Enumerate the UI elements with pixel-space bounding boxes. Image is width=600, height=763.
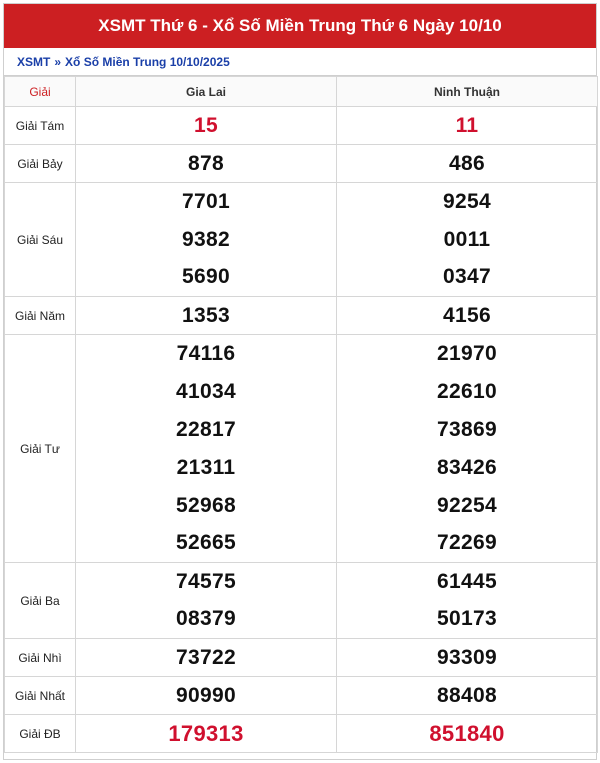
prize-number: 5690 [76,259,337,297]
prize-number: 486 [337,145,598,183]
table-row [5,221,598,259]
table-row [5,563,598,601]
prize-number: 4156 [337,297,598,335]
prize-label: Giải Năm [5,297,76,335]
column-header-province-1: Gia Lai [76,77,337,107]
table-row [5,487,598,525]
page-title-text: XSMT Thứ 6 - Xổ Số Miền Trung Thứ 6 Ngày 10/10 [98,16,502,35]
prize-number: 08379 [76,601,337,639]
table-row [5,183,598,221]
breadcrumb-separator: » [54,54,62,69]
prize-number: 41034 [76,373,337,411]
prize-number: 21311 [76,449,337,487]
prize-label: Giải Nhì [5,639,76,677]
prize-number: 88408 [337,677,598,715]
prize-number: 179313 [76,715,337,753]
prize-number: 52665 [76,525,337,563]
prize-number: 22610 [337,373,598,411]
prize-number: 74575 [76,563,337,601]
prize-label: Giải Bảy [5,145,76,183]
prize-number: 72269 [337,525,598,563]
results-table [4,76,598,753]
table-row [5,601,598,639]
column-header-prize: Giải [5,77,76,107]
prize-number: 93309 [337,639,598,677]
prize-number: 83426 [337,449,598,487]
prize-number: 73722 [76,639,337,677]
prize-number: 92254 [337,487,598,525]
prize-number: 878 [76,145,337,183]
column-header-province-2: Ninh Thuận [337,77,598,107]
table-header-row [5,77,598,107]
prize-number: 52968 [76,487,337,525]
prize-number: 1353 [76,297,337,335]
prize-number: 9382 [76,221,337,259]
table-row [5,677,598,715]
prize-label: Giải Sáu [5,183,76,297]
prize-number: 0011 [337,221,598,259]
prize-number: 90990 [76,677,337,715]
table-row [5,639,598,677]
prize-number: 851840 [337,715,598,753]
prize-number: 11 [337,107,598,145]
table-row [5,715,598,753]
prize-number: 7701 [76,183,337,221]
breadcrumb-root-link[interactable]: XSMT [17,54,51,69]
results-panel [3,3,597,760]
breadcrumb-current-link[interactable]: Xổ Số Miền Trung 10/10/2025 [65,54,230,69]
prize-number: 21970 [337,335,598,373]
prize-label: Giải Nhất [5,677,76,715]
table-row [5,107,598,145]
table-row [5,145,598,183]
prize-number: 22817 [76,411,337,449]
table-row [5,525,598,563]
table-row [5,335,598,373]
prize-label: Giải Tám [5,107,76,145]
prize-number: 15 [76,107,337,145]
prize-number: 0347 [337,259,598,297]
page-title [4,4,596,48]
table-row [5,297,598,335]
table-row [5,259,598,297]
prize-number: 73869 [337,411,598,449]
table-row [5,449,598,487]
prize-label: Giải Tư [5,335,76,563]
table-row [5,373,598,411]
results-body [5,107,598,753]
prize-number: 9254 [337,183,598,221]
breadcrumb [4,48,596,76]
prize-number: 74116 [76,335,337,373]
table-row [5,411,598,449]
prize-label: Giải Ba [5,563,76,639]
prize-label: Giải ĐB [5,715,76,753]
prize-number: 61445 [337,563,598,601]
prize-number: 50173 [337,601,598,639]
